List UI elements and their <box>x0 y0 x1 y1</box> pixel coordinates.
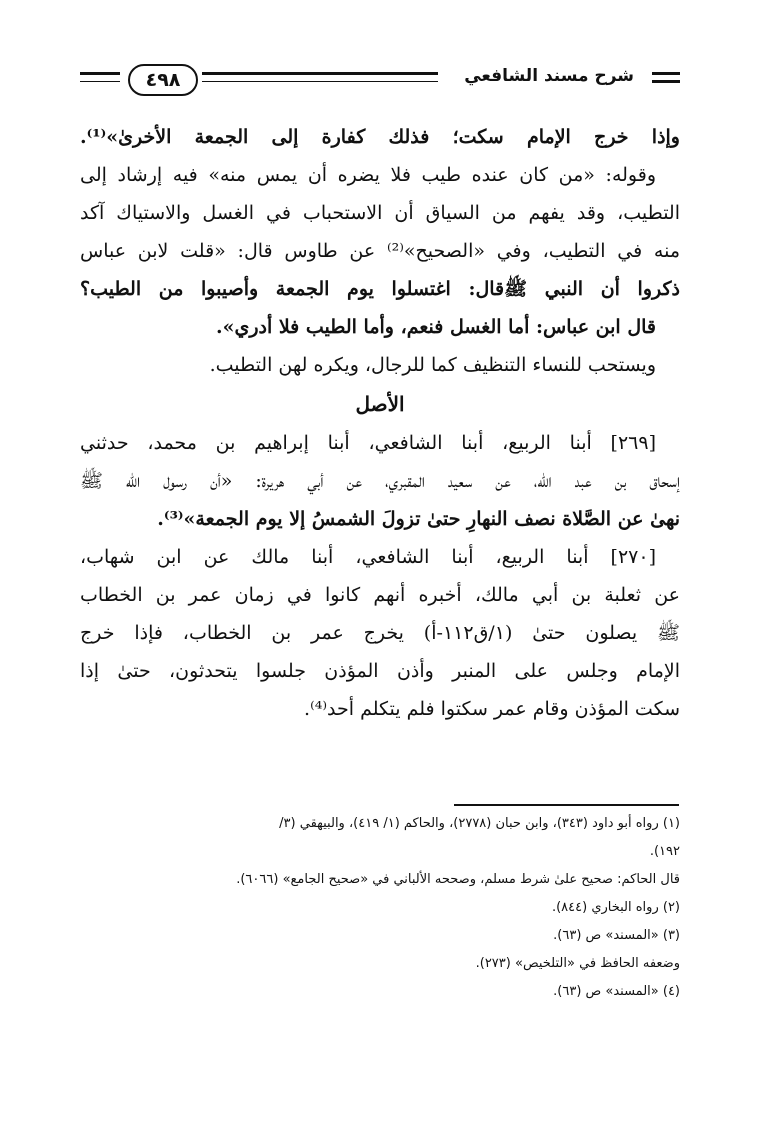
footnote-line: (٤) «المسند» ص (٦٣). <box>553 984 680 999</box>
footnote-line: قال الحاكم: صحيح علىٰ شرط مسلم، وصححه الألباني في «صحيح الجامع» (٦٠٦٦). <box>236 872 680 887</box>
footnote-line: (٣) «المسند» ص (٦٣). <box>553 928 680 943</box>
text-line: منه في التطيب، وفي «الصحيح»⁽²⁾ عن طاوس قال: «قلت لابن عباس <box>80 240 680 262</box>
text-line: إسحاق بن عبد الله، عن سعيد المقبري، عن أبي هريرة: «أن رسول الله ﷺ <box>80 470 680 492</box>
text-line: قال ابن عباس: أما الغسل فنعم، وأما الطيب فلا أدري». <box>215 316 656 338</box>
text-line: ذكروا أن النبي ﷺقال: اغتسلوا يوم الجمعة وأصيبوا من الطيب؟ <box>80 278 680 300</box>
footnote-line: ١٩٢). <box>649 844 680 859</box>
page-header <box>80 62 680 98</box>
book-title: شرح مسند الشافعي <box>464 66 634 86</box>
footnote-line: (١) رواه أبو داود (٣٤٣)، وابن حبان (٢٧٧٨)، والحاكم (١/ ٤١٩)، والبيهقي (٣/ <box>279 816 680 831</box>
text-line: ويستحب للنساء التنظيف كما للرجال، ويكره لهن التطيب. <box>209 354 656 376</box>
header-rule-right-2 <box>652 80 680 83</box>
header-rule-right <box>652 72 680 75</box>
section-heading: الأصل <box>355 392 405 416</box>
text-line: الإمام وجلس على المنبر وأذن المؤذن جلسوا يتحدثون، حتىٰ إذا <box>80 660 680 682</box>
text-line: التطيب، وقد يفهم من السياق أن الاستحباب في الغسل والاستياك آكد <box>80 202 680 224</box>
text-line: سكت المؤذن وقام عمر سكتوا فلم يتكلم أحد⁽⁴⁾. <box>304 698 680 720</box>
text-line: [٢٧٠] أبنا الربيع، أبنا الشافعي، أبنا مالك عن ابن شهاب، <box>80 546 656 568</box>
header-rule-left-thin <box>80 81 120 82</box>
text-line: ﷺ يصلون حتىٰ (١/ق١١٢-أ) يخرج عمر بن الخطاب، فإذا خرج <box>80 622 681 644</box>
text-line: وقوله: «من كان عنده طيب فلا يضره أن يمس منه» فيه إرشاد إلى <box>80 164 656 186</box>
header-rule-middle-thin <box>202 81 438 82</box>
footnotes <box>80 810 680 1006</box>
text-line: وإذا خرج الإمام سكت؛ فذلك كفارة إلى الجمعة الأخرىٰ»⁽¹⁾. <box>80 126 680 148</box>
main-text <box>80 118 680 728</box>
text-line: [٢٦٩] أبنا الربيع، أبنا الشافعي، أبنا إبراهيم بن محمد، حدثني <box>80 432 656 454</box>
header-rule-left <box>80 72 120 75</box>
footnote-separator <box>454 804 679 806</box>
page-number: ٤٩٨ <box>128 64 198 96</box>
header-rule-middle <box>202 72 438 75</box>
text-line: نهىٰ عن الصَّلاة نصف النهارِ حتىٰ تزولَ الشمسُ إلا يوم الجمعة»⁽³⁾. <box>157 508 680 530</box>
text-line: عن ثعلبة بن أبي مالك، أخبره أنهم كانوا في زمان عمر بن الخطاب <box>80 584 680 606</box>
footnote-line: (٢) رواه البخاري (٨٤٤). <box>551 900 680 915</box>
footnote-line: وضعفه الحافظ في «التلخيص» (٢٧٣). <box>475 956 680 971</box>
